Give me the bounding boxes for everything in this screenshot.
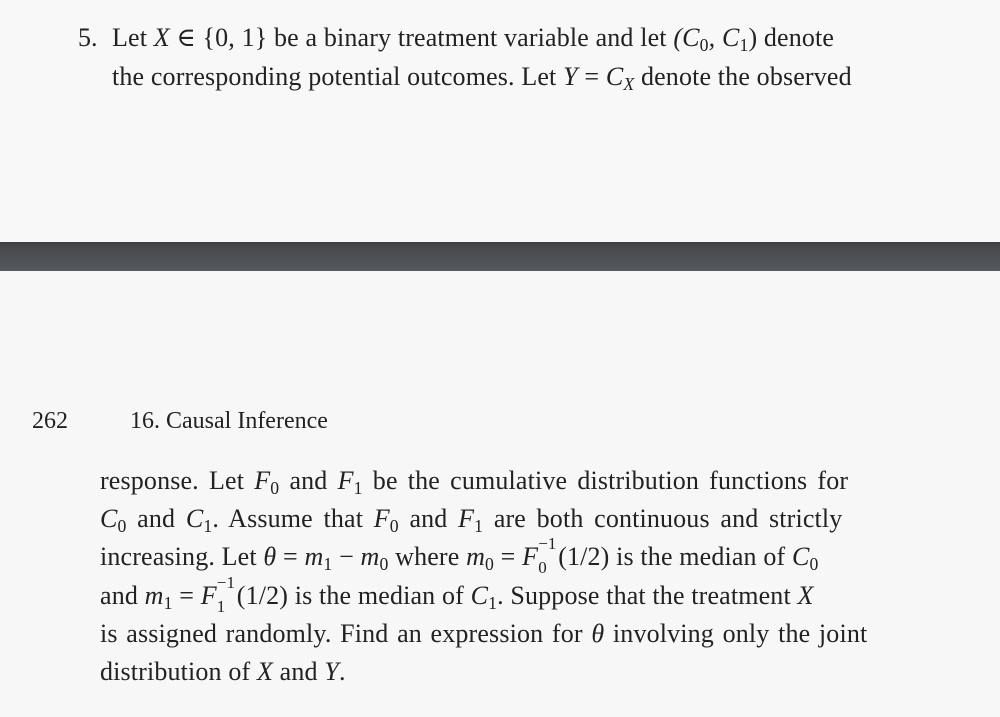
body-line-1: response. Let $F_0$ and $F_1$ be the cumulative distribution functions for	[100, 466, 849, 498]
page-divider	[0, 242, 1000, 271]
problem-text-line-2: the corresponding potential outcomes. Let $Y = C_X$ denote the observed	[112, 62, 852, 94]
top-page	[0, 0, 1000, 242]
body-line-3: increasing. Let $\theta = m_1 - m_0$ where $m_0 = F$ −1 0 (1/2) is the median of $C_0$	[100, 534, 819, 577]
page-number: 262	[32, 408, 68, 434]
problem-text-line-1: Let X ∈ {0, 1} be a binary treatment variable and let ($C_0$, $C_1$) denote	[112, 23, 835, 55]
body-line-5: is assigned randomly. Find an expression for θ involving only the joint	[100, 619, 868, 648]
body-line-6: distribution of X and Y.	[100, 657, 346, 686]
running-header: 16. Causal Inference	[130, 408, 328, 434]
body-line-4: and $m_1 = F$ −1 1 (1/2) is the median of $C_1$. Suppose that the treatment X	[100, 573, 814, 616]
body-line-2: $C_0$ and $C_1$. Assume that $F_0$ and $F_1$ are both continuous and strictly	[100, 504, 843, 536]
problem-number: 5.	[78, 23, 98, 52]
